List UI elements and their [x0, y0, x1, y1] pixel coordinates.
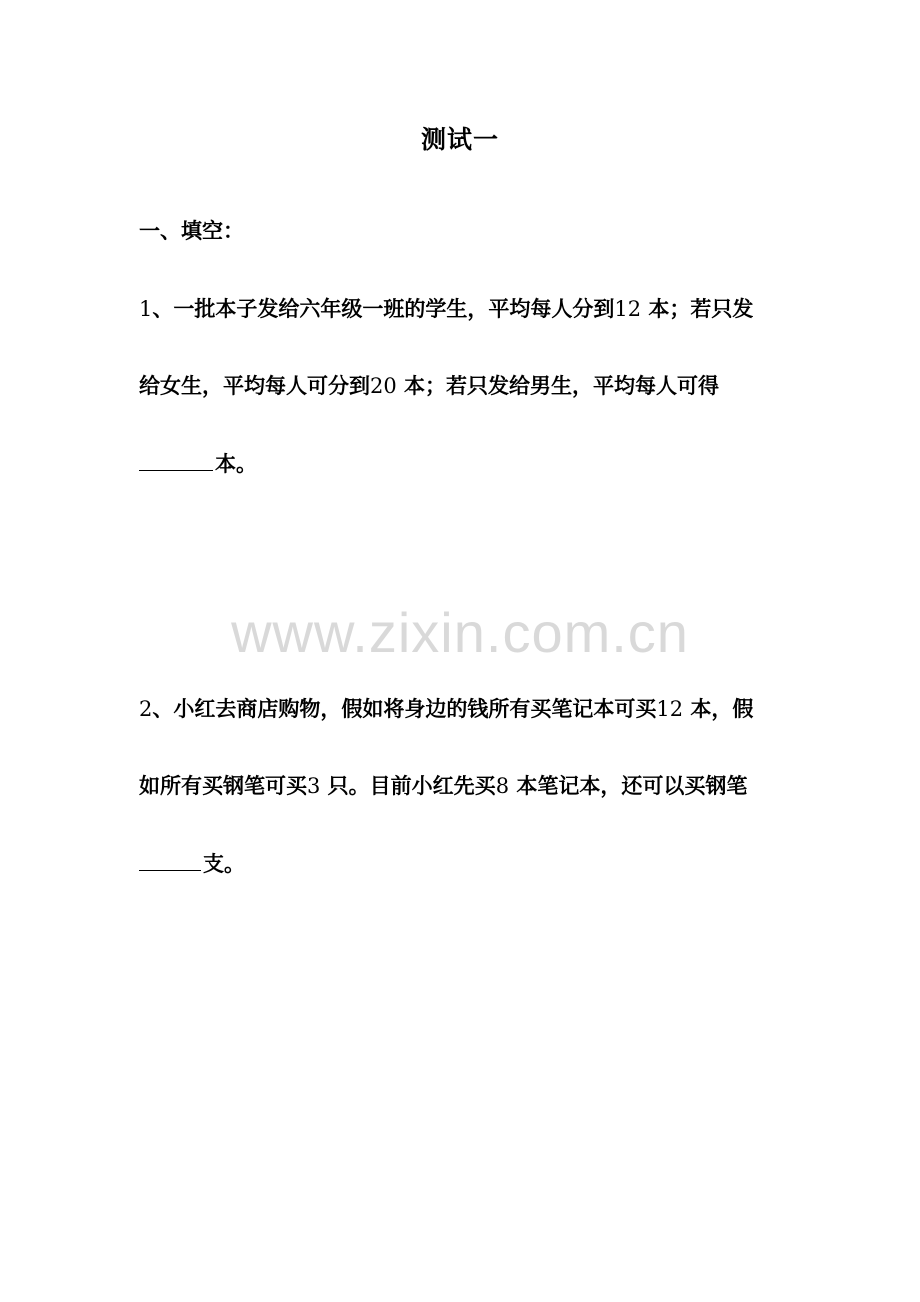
q1-number: 1: [139, 297, 153, 321]
q2-value-3: 3: [307, 774, 321, 798]
q2-text-b: 本，假: [683, 697, 754, 721]
q2-text-e: 本笔记本，还可以买钢笔: [509, 774, 748, 798]
q2-text-f: 支。: [203, 852, 245, 876]
q1-text-d: 本；若只发给男生，平均每人可得: [396, 374, 720, 398]
q1-line-3: [139, 449, 799, 479]
q1-text-e: 本。: [215, 452, 257, 476]
page-title: 测试一: [420, 125, 499, 154]
q2-value-12: 12: [656, 697, 684, 721]
q2-value-8: 8: [495, 774, 510, 798]
q2-answer-blank: [139, 850, 201, 871]
q2-number: 2: [139, 697, 153, 721]
q2-text-c: 如所有买钢笔可买: [139, 774, 307, 798]
q1-value-20: 20: [370, 374, 397, 398]
q1-line-1: [139, 294, 799, 324]
q1-answer-blank: [139, 450, 213, 471]
q2-line-3: [139, 849, 799, 879]
q1-line-2: [139, 371, 799, 401]
q1-text-b: 本；若只发: [641, 297, 754, 321]
q2-text-a: 、小红去商店购物，假如将身边的钱所有买笔记本可买: [152, 697, 657, 721]
q2-line-2: [139, 771, 799, 801]
q1-text-c: 给女生，平均每人可分到: [139, 374, 370, 398]
section-heading: 一、填空：: [139, 219, 244, 243]
watermark: www.zixin.com.cn: [231, 601, 689, 664]
q1-text-a: 、一批本子发给六年级一班的学生，平均每人分到: [152, 297, 615, 321]
q2-text-d: 只。目前小红先买: [320, 774, 496, 798]
q2-line-1: [139, 694, 799, 724]
q1-value-12: 12: [614, 297, 642, 321]
